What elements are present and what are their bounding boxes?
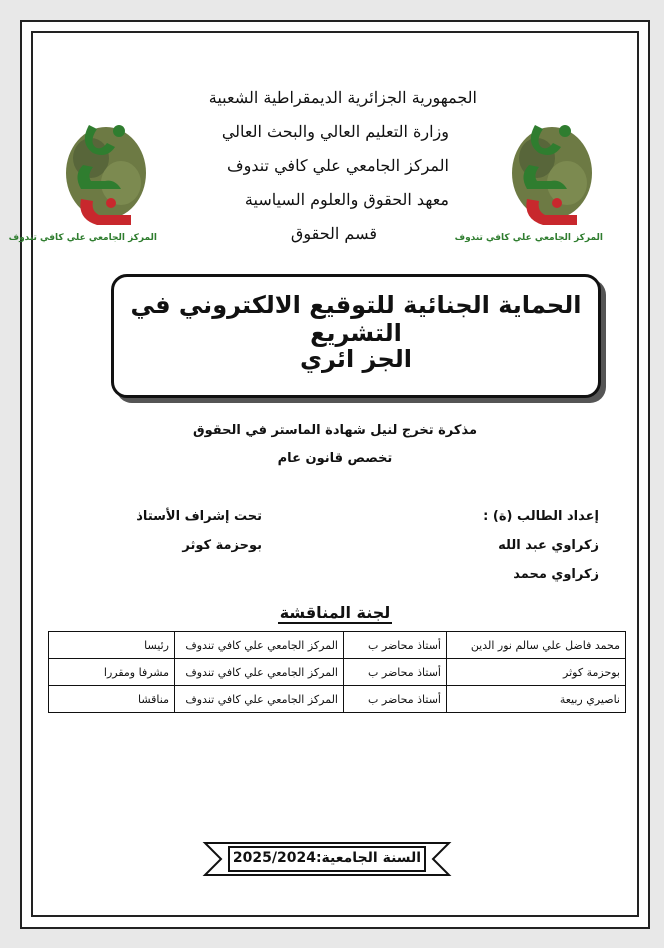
committee-title-text: لجنة المناقشة	[279, 603, 391, 622]
memo-degree: مذكرة تخرج لنيل شهادة الماستر في الحقوق	[192, 423, 478, 438]
logo-emblem	[507, 103, 597, 253]
logo-emblem	[61, 103, 151, 253]
member-name: محمد فاضل علي سالم نور الدين	[447, 632, 626, 659]
logo-caption: المركز الجامعي علي كافي تندوف	[8, 233, 157, 243]
logo-caption: المركز الجامعي علي كافي تندوف	[454, 233, 603, 243]
header-university: المركز الجامعي علي كافي تندوف	[227, 156, 449, 175]
member-role: مشرفا ومقررا	[49, 659, 175, 686]
member-role: مناقشا	[49, 686, 175, 713]
header-ministry: وزارة التعليم العالي والبحث العالي	[221, 122, 449, 141]
university-logo-left	[8, 103, 157, 253]
header-institute: معهد الحقوق والعلوم السياسية	[244, 190, 449, 209]
table-row	[49, 686, 626, 713]
table-row	[49, 632, 626, 659]
supervisor-label: تحت إشراف الأستاذ	[136, 509, 262, 524]
university-logo-right	[454, 103, 603, 253]
academic-year-banner	[205, 841, 449, 877]
memo-specialty: تخصص قانون عام	[277, 451, 393, 466]
member-name: ناصيري ربيعة	[447, 686, 626, 713]
member-rank: أستاذ محاضر ب	[344, 659, 447, 686]
students-label: إعداد الطالب (ة) :	[483, 509, 599, 524]
academic-year: السنة الجامعية:2025/2024	[232, 850, 422, 866]
member-name: بوحزمة كوثر	[447, 659, 626, 686]
member-role: رئيسا	[49, 632, 175, 659]
committee-table	[48, 631, 626, 713]
committee-title	[33, 603, 637, 622]
thesis-title-line1: الحماية الجنائية للتوقيع الالكتروني في التشريع	[130, 291, 582, 347]
thesis-title-line2: الجز ائري	[300, 345, 412, 373]
member-rank: أستاذ محاضر ب	[344, 686, 447, 713]
member-institution: المركز الجامعي علي كافي تندوف	[175, 632, 344, 659]
member-institution: المركز الجامعي علي كافي تندوف	[175, 686, 344, 713]
inner-frame	[8, 31, 639, 917]
document-page	[8, 20, 650, 929]
table-row	[49, 659, 626, 686]
header-department: قسم الحقوق	[290, 224, 377, 243]
member-rank: أستاذ محاضر ب	[344, 632, 447, 659]
student-name: زكراوي محمد	[513, 567, 599, 582]
header-republic: الجمهورية الجزائرية الديمقراطية الشعبية	[208, 88, 477, 107]
member-institution: المركز الجامعي علي كافي تندوف	[175, 659, 344, 686]
student-name: زكراوي عبد الله	[498, 538, 599, 553]
supervisor-name: بوحزمة كوثر	[182, 538, 262, 553]
thesis-title-box	[111, 274, 601, 398]
